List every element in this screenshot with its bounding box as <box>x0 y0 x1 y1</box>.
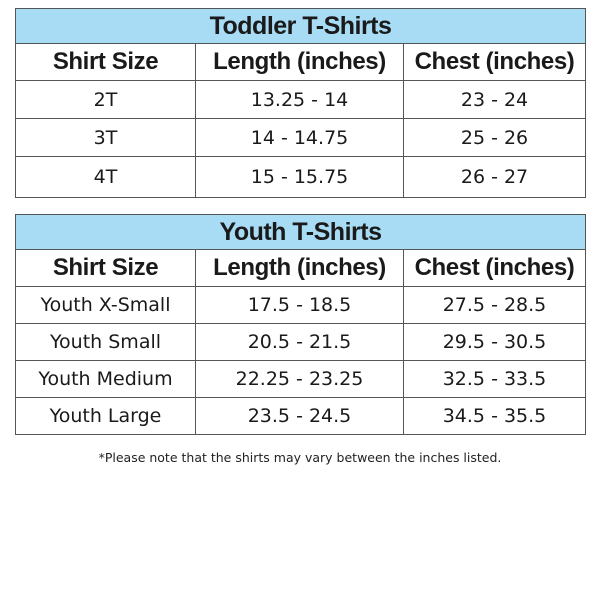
header-chest: Chest (inches) <box>404 44 586 81</box>
toddler-table-title: Toddler T-Shirts <box>16 9 586 44</box>
header-chest: Chest (inches) <box>404 250 586 287</box>
chest-cell: 27.5 - 28.5 <box>404 287 586 324</box>
shirt-size-cell: Youth Large <box>16 398 196 435</box>
table-row <box>16 81 586 119</box>
table-row <box>16 398 586 435</box>
chest-cell: 26 - 27 <box>404 157 586 198</box>
chest-cell: 32.5 - 33.5 <box>404 361 586 398</box>
length-cell: 14 - 14.75 <box>196 119 404 157</box>
shirt-size-cell: 3T <box>16 119 196 157</box>
header-length: Length (inches) <box>196 44 404 81</box>
shirt-size-cell: 2T <box>16 81 196 119</box>
table-title-row <box>16 215 586 250</box>
chest-cell: 34.5 - 35.5 <box>404 398 586 435</box>
table-title-row <box>16 9 586 44</box>
sizing-footnote: *Please note that the shirts may vary between the inches listed. <box>98 450 502 465</box>
length-cell: 17.5 - 18.5 <box>196 287 404 324</box>
table-row <box>16 157 586 198</box>
table-row <box>16 287 586 324</box>
youth-table-title: Youth T-Shirts <box>16 215 586 250</box>
shirt-size-cell: Youth Small <box>16 324 196 361</box>
length-cell: 22.25 - 23.25 <box>196 361 404 398</box>
table-row <box>16 119 586 157</box>
shirt-size-cell: Youth Medium <box>16 361 196 398</box>
youth-size-table <box>15 214 586 435</box>
length-cell: 20.5 - 21.5 <box>196 324 404 361</box>
chest-cell: 25 - 26 <box>404 119 586 157</box>
table-header-row <box>16 44 586 81</box>
toddler-size-table <box>15 8 586 198</box>
chest-cell: 23 - 24 <box>404 81 586 119</box>
chest-cell: 29.5 - 30.5 <box>404 324 586 361</box>
header-shirt-size: Shirt Size <box>16 44 196 81</box>
shirt-size-cell: Youth X-Small <box>16 287 196 324</box>
length-cell: 13.25 - 14 <box>196 81 404 119</box>
table-row <box>16 324 586 361</box>
shirt-size-cell: 4T <box>16 157 196 198</box>
length-cell: 23.5 - 24.5 <box>196 398 404 435</box>
header-shirt-size: Shirt Size <box>16 250 196 287</box>
length-cell: 15 - 15.75 <box>196 157 404 198</box>
table-row <box>16 361 586 398</box>
table-header-row <box>16 250 586 287</box>
header-length: Length (inches) <box>196 250 404 287</box>
